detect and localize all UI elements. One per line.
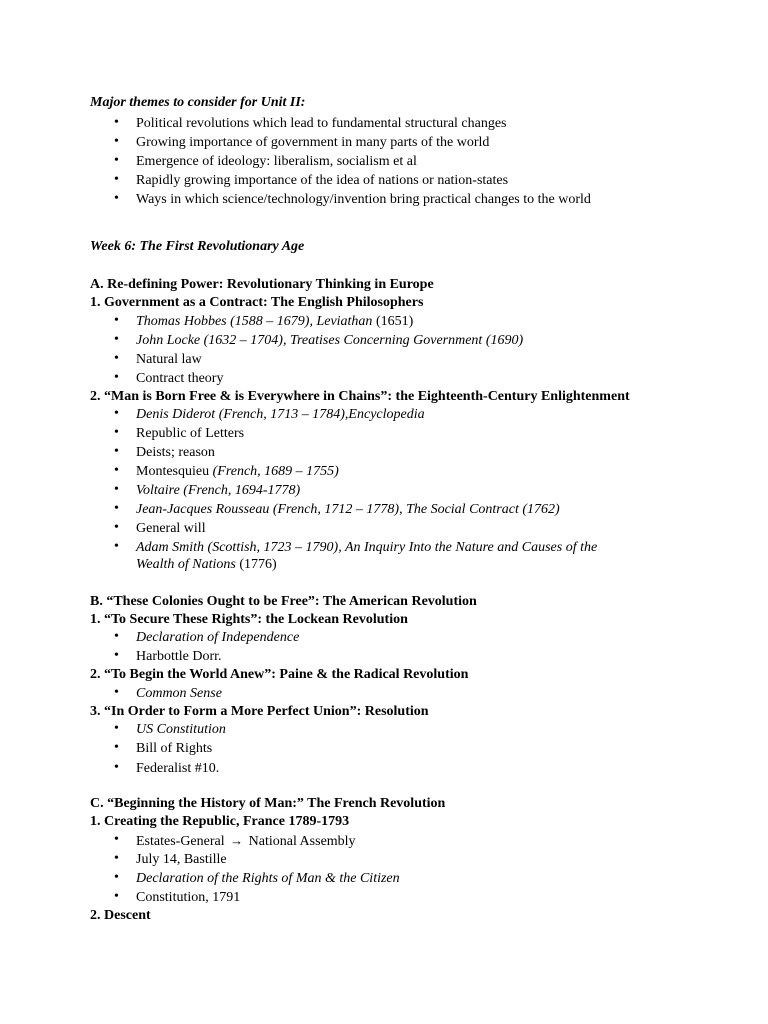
bullet-icon: •	[114, 648, 119, 663]
bullet-icon: •	[114, 889, 119, 904]
bullet-icon: •	[114, 444, 119, 459]
document-page: Major themes to consider for Unit II: • Political revolutions which lead to fundamental structural changes • Growing importance of government in many parts of the world • Emergence of ideology: liberalism, socialism et al • Rapidly growing importance of the idea of nations or nation-states • Ways in which science/technology/invention bring practical changes to the world Week 6: The First Revolutionary Age A. Re-defining Power: Revolutionary Thinking in Europe 1. Government as a Contract: The English Philosophers • Thomas Hobbes (1588 – 1679), Leviathan (1651) • John Locke (1632 – 1704), Treatises Concerning Government (1690) • Natural law • Contract theory 2. “Man is Born Free & is Everywhere in Chains”: the Eighteenth-Century Enlightenment • Denis Diderot (French, 1713 – 1784),Encyclopedia • Republic of Letters • Deists; reason • Montesquieu (French, 1689 – 1755) • Voltaire (French, 1694-1778) • Jean-Jacques Rousseau (French, 1712 – 1778), The Social Contract (1762) • General will • Adam Smith (Scottish, 1723 – 1790), An Inquiry Into the Nature and Causes of the Wealth of Nations (1776) B. “These Colonies Ought to be Free”: The American Revolution 1. “To Secure These Rights”: the Lockean Revolution • Declaration of Independence • Harbottle Dorr. 2. “To Begin the World Anew”: Paine & the Radical Revolution • Common Sense 3. “In Order to Form a More Perfect Union”: Resolution • US Constitution • Bill of Rights • Federalist #10. C. “Beginning the History of Man:” The French Revolution 1. Creating the Republic, France 1789-1793 • Estates-General → National Assembly • July 14, Bastille • Declaration of the Rights of Man & the Citizen • Constitution, 1791 2. Descent	[0, 0, 768, 1024]
section-c-heading: C. “Beginning the History of Man:” The French Revolution	[90, 796, 446, 811]
bullet-icon: •	[114, 721, 119, 736]
section-b-sub2-heading: 2. “To Begin the World Anew”: Paine & the Radical Revolution	[90, 667, 469, 682]
themes-heading: Major themes to consider for Unit II:	[90, 95, 306, 110]
section-a-sub1-heading: 1. Government as a Contract: The English Philosophers	[90, 295, 424, 310]
arrow-right-icon: →	[230, 833, 244, 848]
section-c-sub1-heading: 1. Creating the Republic, France 1789-1793	[90, 814, 350, 829]
section-a-heading: A. Re-defining Power: Revolutionary Thinking in Europe	[90, 277, 434, 292]
bullet-icon: •	[114, 134, 119, 149]
section-c-sub2-heading: 2. Descent	[90, 908, 151, 923]
bullet-icon: •	[114, 191, 119, 206]
bullet-icon: •	[114, 332, 119, 347]
bullet-icon: •	[114, 482, 119, 497]
bullet-icon: •	[114, 351, 119, 366]
week-heading: Week 6: The First Revolutionary Age	[90, 239, 305, 254]
bullet-icon: •	[114, 539, 119, 554]
bullet-icon: •	[114, 313, 119, 328]
section-a-sub2-heading: 2. “Man is Born Free & is Everywhere in Chains”: the Eighteenth-Century Enlightenment	[90, 389, 630, 404]
bullet-icon: •	[114, 851, 119, 866]
bullet-icon: •	[114, 740, 119, 755]
bullet-icon: •	[114, 370, 119, 385]
bullet-icon: •	[114, 870, 119, 885]
bullet-icon: •	[114, 406, 119, 421]
bullet-icon: •	[114, 501, 119, 516]
bullet-icon: •	[114, 172, 119, 187]
section-b-sub1-heading: 1. “To Secure These Rights”: the Lockean Revolution	[90, 612, 408, 627]
bullet-icon: •	[114, 425, 119, 440]
bullet-icon: •	[114, 520, 119, 535]
bullet-icon: •	[114, 153, 119, 168]
bullet-icon: •	[114, 629, 119, 644]
section-b-heading: B. “These Colonies Ought to be Free”: The American Revolution	[90, 594, 477, 609]
section-b-sub3-heading: 3. “In Order to Form a More Perfect Union”: Resolution	[90, 704, 429, 719]
bullet-icon: •	[114, 685, 119, 700]
bullet-icon: •	[114, 115, 119, 130]
bullet-icon: •	[114, 760, 119, 775]
bullet-icon: •	[114, 463, 119, 478]
bullet-icon: •	[114, 832, 119, 847]
